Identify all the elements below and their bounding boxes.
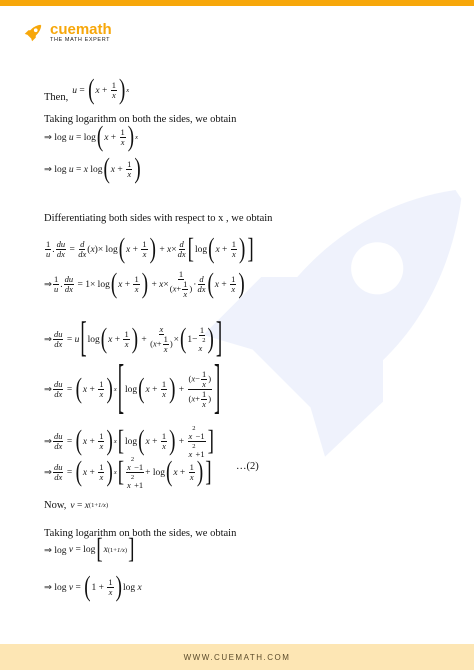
now-label: Now, [44,500,67,511]
then-label: Then, [44,92,69,103]
brand-logo [22,22,112,44]
step2-text: Taking logarithm on both the sides, we obtain [44,528,237,539]
diff-equation-3: ⇒ $\frac{du}{dx}$ = u [ log ( x + $\frac{1}{x}$ ) + x (x+ $\frac{1}{x}$ ) × ( 1− $\frac{1}{x^2}$ ) ] [44,315,223,362]
footer-url: WWW.CUEMATH.COM [183,652,291,662]
log-v-equation-1: ⇒ log v = log [ x (1+1/x) ] [44,533,135,565]
equation-number: …(2) [236,461,259,472]
then-equation: Then, u = ( x + $\frac{1}{x}$ ) x [44,74,130,106]
log-u-equation-2: ⇒ log u = x log ( x + $\frac{1}{x}$ ) [44,153,141,185]
diff-text: Differentiating both sides with respect to x , we obtain [44,213,273,224]
brand-name: cuemath [50,20,112,38]
diff-equation-4: ⇒ $\frac{du}{dx}$ = ( x + $\frac{1}{x}$ ) x [ log ( x + $\frac{1}{x}$ ) + (x− $\frac{1}{x}$ ) (x+ $\frac{1}{x}$ ) ] [44,354,221,422]
log-v-equation-2: ⇒ log v = ( 1 + $\frac{1}{x}$ ) log x [44,571,142,603]
top-accent-bar [0,0,474,6]
now-equation: Now, v = x (1+1/x) [44,500,109,511]
diff-equation-2: ⇒ $\frac{1}{u}$ . $\frac{du}{dx}$ = 1× log ( x + $\frac{1}{x}$ ) + x × 1 (x+ $\frac{1}{x}$ ) · $\frac{d}{dx}$ ( x + $\frac{1}{x}$ ) [44,268,245,300]
diff-equation-6: ⇒ $\frac{du}{dx}$ = ( x + $\frac{1}{x}$ ) x [ $\frac{x^2-1}{x^2+1}$ + log ( x + $\frac{1}{x}$ ) ] [44,456,212,490]
rocket-icon [22,22,44,44]
step1-text: Taking logarithm on both the sides, we obtain [44,114,237,125]
brand-tagline: THE MATH EXPERT [50,36,111,43]
diff-equation-5: ⇒ $\frac{du}{dx}$ = ( x + $\frac{1}{x}$ ) x [ log ( x + $\frac{1}{x}$ ) + $\frac{x^2-1}{x^2+1}$ ] [44,425,214,459]
footer-bar [0,644,474,670]
log-u-equation-1: ⇒ log u = log ( x + $\frac{1}{x}$ ) x [44,121,138,153]
diff-equation-1: $\frac{1}{u}$ . $\frac{du}{dx}$ = $\frac{d}{dx}$ ( x )× log ( x + $\frac{1}{x}$ ) + x × $\frac{d}{dx}$ [ log ( x + $\frac{1}{x}$ ) ] [46,233,254,265]
